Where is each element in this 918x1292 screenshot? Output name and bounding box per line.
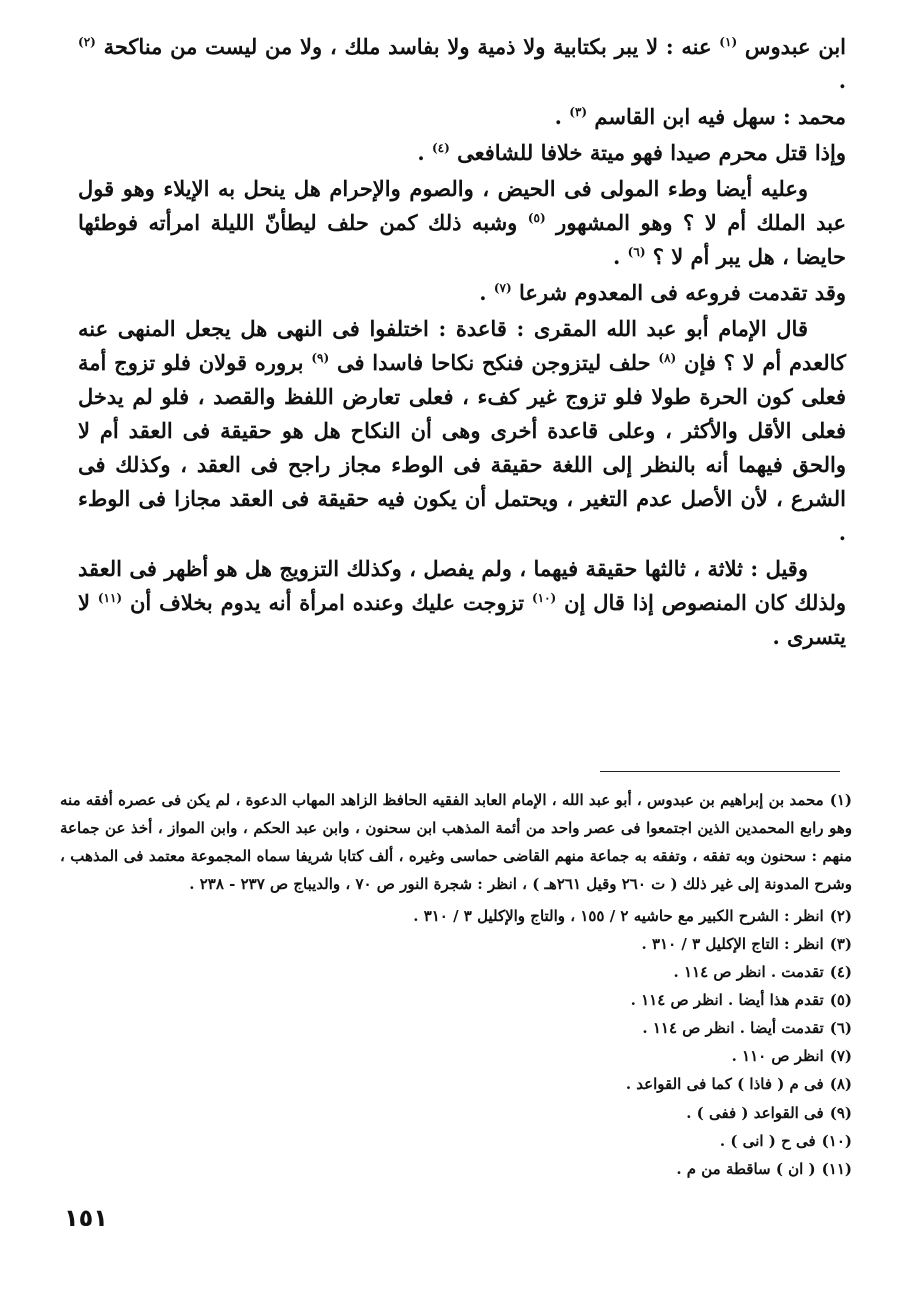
paragraph-text: وعليه أيضا وطء المولى فى الحيض ، والصوم والإحرام هل ينحل به الإيلاء وهو قول عبد الملك أم لا ؟ وهو المشهور: [78, 176, 846, 236]
paragraph-text: وإذا قتل محرم صيدا فهو ميتة خلافا للشافعى: [449, 140, 846, 166]
footnote: [60, 786, 852, 898]
footnote-number: (١١): [821, 1159, 852, 1178]
footnote-text: انظر : الشرح الكبير مع حاشيه ٢ / ١٥٥ ، والتاج والإكليل ٣ / ٣١٠ .: [413, 907, 824, 926]
footnote: [60, 902, 852, 930]
footnote: [60, 986, 852, 1014]
footnote-separator: [600, 771, 840, 772]
paragraph-text: محمد : سهل فيه ابن القاسم: [587, 104, 846, 130]
footnote-text: تقدمت أيضا . انظر ص ١١٤ .: [642, 1019, 824, 1038]
footnote-number: (٤): [829, 963, 852, 982]
footnote-number: (٨): [829, 1075, 852, 1094]
footnote-marker: (٤): [431, 141, 450, 156]
paragraph: [78, 100, 846, 134]
footnote-marker: (٧): [493, 281, 512, 296]
paragraph-text: .: [838, 68, 846, 94]
footnote-marker: (٣): [569, 105, 588, 120]
footnote-text: تقدمت . انظر ص ١١٤ .: [673, 963, 824, 982]
footnote: [60, 1042, 852, 1070]
footnote: [60, 1155, 852, 1183]
footnote-number: (٧): [829, 1047, 852, 1066]
paragraph-text: عنه : لا يبر بكتابية ولا ذمية ولا بفاسد ملك ، ولا من ليست من مناكحة: [95, 34, 720, 59]
paragraph: [78, 312, 846, 550]
footnote-text: ( ان ) ساقطة من م .: [676, 1159, 816, 1178]
footnote-text: انظر : التاج الإكليل ٣ / ٣١٠ .: [641, 935, 824, 954]
footnote-text: فى القواعد ( ففى ) .: [686, 1103, 824, 1122]
footnote-number: (٩): [829, 1103, 852, 1122]
paragraph-text: لا يتسرى .: [78, 590, 846, 650]
footnote-marker: (١٠): [531, 591, 557, 606]
paragraph-text: .: [613, 244, 628, 270]
paragraph-text: بروره قولان فلو تزوج أمة فعلى كون الحرة طولا فلو تزوج غير كفء ، فعلى تعارض اللفظ والقصد ، فلو لم يدخل فعلى الأقل والأكثر ، وعلى قاعدة أخرى وهى أن النكاح هل هو حقيقة فى العقد أم لا والحق فيهما أنه بالنظر إلى اللغة حقيقة فى الوطء مجاز راجح فى العقد ، وكذلك فى الشرع ، لأن الأصل عدم التغير ، ويحتمل أن يكون فيه حقيقة فى العقد مجازا فى الوطء .: [78, 350, 846, 546]
footnote: [60, 1127, 852, 1155]
footnote-text: فى م ( فاذا ) كما فى القواعد .: [625, 1075, 824, 1094]
paragraph-text: .: [417, 140, 432, 166]
footnote-number: (١٠): [821, 1131, 852, 1150]
paragraph-text: وقيل : ثلاثة ، ثالثها حقيقة فيهما ، ولم يفصل ، وكذلك التزويج هل هو أظهر فى العقد ولذلك كان المنصوص إذا قال إن: [78, 556, 846, 616]
footnote-text: تقدم هذا أيضا . انظر ص ١١٤ .: [630, 991, 824, 1010]
footnote: [60, 930, 852, 958]
main-text: [78, 30, 846, 656]
footnote-marker: (٦): [627, 245, 646, 260]
paragraph-text: تزوجت عليك وعنده امرأة أنه يدوم بخلاف أن: [122, 590, 532, 616]
footnote-marker: (١): [719, 35, 738, 49]
paragraph-text: قال الإمام أبو عبد الله المقرى : قاعدة : اختلفوا فى النهى هل يجعل المنهى عنه كالعدم أم لا ؟ فإن: [78, 316, 846, 376]
paragraph-text: ابن عبدوس: [737, 34, 847, 59]
paragraph-text: .: [554, 104, 570, 130]
footnote: [60, 1014, 852, 1042]
paragraph: [78, 30, 846, 98]
footnote-marker: (٢): [78, 35, 96, 49]
footnote: [60, 958, 852, 986]
paragraph: [78, 136, 846, 170]
paragraph-text: وقد تقدمت فروعه فى المعدوم شرعا: [511, 280, 846, 306]
footnote-marker: (٨): [658, 351, 677, 366]
footnote-number: (٣): [829, 935, 852, 954]
paragraph: [78, 276, 846, 310]
footnote: [60, 1070, 852, 1098]
footnote-marker: (٥): [527, 211, 546, 226]
footnote-number: (٢): [829, 907, 852, 926]
paragraph-text: .: [479, 280, 494, 306]
footnote-text: انظر ص ١١٠ .: [731, 1047, 824, 1066]
paragraph-text: وشبه ذلك كمن حلف ليطأنّ الليلة امرأته فوطئها حايضا ، هل يبر أم لا ؟: [78, 210, 846, 270]
footnote-number: (١): [829, 791, 852, 809]
page-number: ١٥١: [64, 1204, 108, 1232]
paragraph: [78, 552, 846, 654]
footnote-number: (٥): [829, 991, 852, 1010]
paragraph: [78, 172, 846, 274]
footnote-number: (٦): [829, 1019, 852, 1038]
footnote: [60, 1099, 852, 1127]
footnote-marker: (١١): [97, 591, 123, 606]
paragraph-text: حلف ليتزوجن فنكح نكاحا فاسدا فى: [329, 350, 659, 376]
footnote-text: محمد بن إبراهيم بن عبدوس ، أبو عبد الله ، الإمام العابد الفقيه الحافظ الزاهد المهاب الدعوة ، لم يكن فى عصره أفقه منه وهو رابع المحمدين الذين اجتمعوا فى عصر واحد من أئمة المذهب ابن سحنون ، وابن عبد الحكم ، وابن المواز ، أخذ عن جماعة منهم : سحنون وبه تفقه ، وتفقه به جماعة منهم القاضى حماسى وغيره ، ألف كتابا شريفا سماه المجموعة معتمد فى المذهب ، وشرح المدونة إلى غير ذلك ( ت ٢٦٠ وقيل ٢٦١هـ ) ، انظر : شجرة النور ص ٧٠ ، والديباج ص ٢٣٧ - ٢٣٨ .: [60, 791, 852, 894]
footnotes: [60, 786, 852, 1183]
footnote-marker: (٩): [311, 351, 330, 366]
footnote-text: فى ح ( انى ) .: [719, 1131, 816, 1150]
